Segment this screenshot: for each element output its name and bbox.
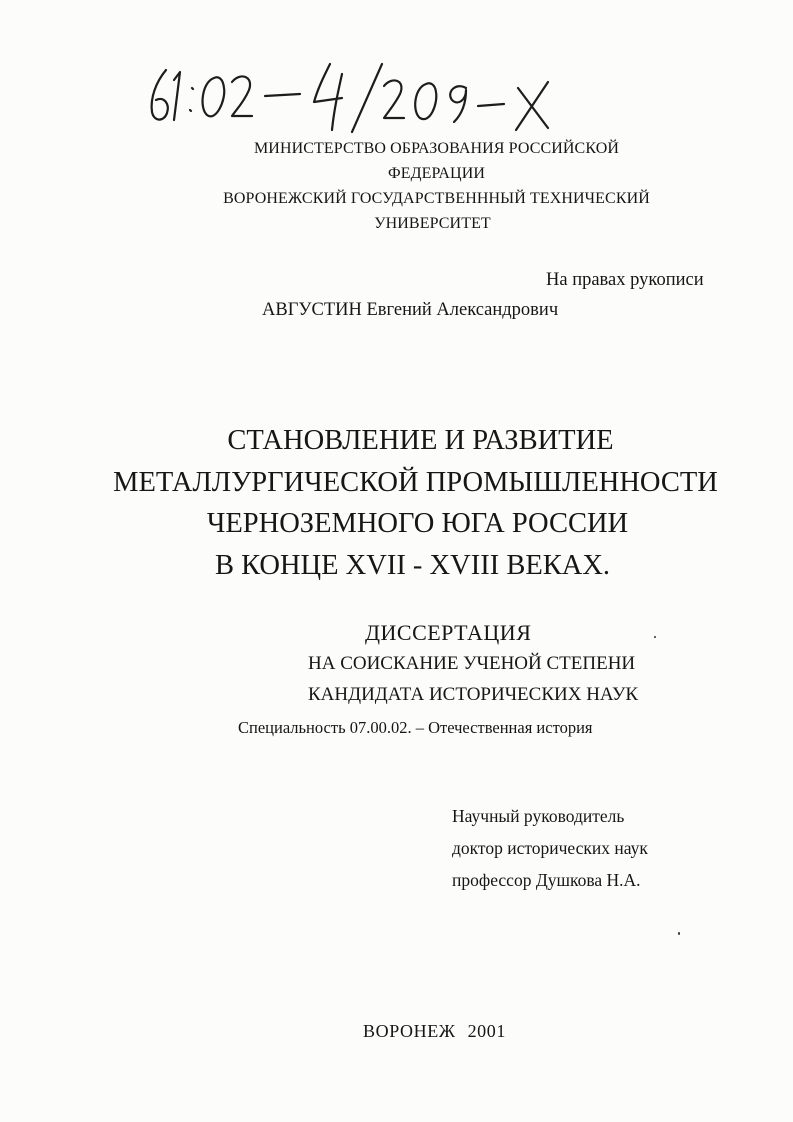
- scan-speck: [678, 932, 680, 935]
- supervisor-degree: доктор исторических наук: [452, 838, 648, 858]
- year: 2001: [467, 1021, 506, 1041]
- university-line: ВОРОНЕЖСКИЙ ГОСУДАРСТВЕНННЫЙ ТЕХНИЧЕСКИЙ: [223, 190, 650, 207]
- handwritten-code-drawing: [144, 58, 589, 138]
- university-line-2: УНИВЕРСИТЕТ: [374, 215, 491, 232]
- degree-line-1: НА СОИСКАНИЕ УЧЕНОЙ СТЕПЕНИ: [308, 653, 636, 674]
- supervisor-name: профессор Душкова Н.А.: [452, 870, 641, 890]
- ministry-line: МИНИСТЕРСТВО ОБРАЗОВАНИЯ РОССИЙСКОЙ: [253, 140, 620, 157]
- dissertation-title: [0, 420, 793, 586]
- title-line-3: ЧЕРНОЗЕМНОГО ЮГА РОССИИ: [206, 508, 629, 539]
- handwritten-catalog-code: [144, 58, 589, 138]
- city-name: ВОРОНЕЖ: [363, 1021, 456, 1041]
- supervisor-label: Научный руководитель: [452, 806, 625, 826]
- title-line-2: МЕТАЛЛУРГИЧЕСКОЙ ПРОМЫШЛЕННОСТИ: [113, 466, 718, 498]
- institution-block: [0, 136, 793, 236]
- place-and-year: [363, 1021, 506, 1042]
- federation-line: ФЕДЕРАЦИИ: [387, 165, 486, 182]
- specialty-line: Специальность 07.00.02. – Отечественная история: [238, 718, 593, 737]
- manuscript-rights-note: На правах рукописи: [546, 270, 704, 290]
- author-name: АВГУСТИН Евгений Александрович: [262, 300, 559, 320]
- dissertation-heading: ДИССЕРТАЦИЯ: [365, 620, 532, 645]
- title-line-1: СТАНОВЛЕНИЕ И РАЗВИТИЕ: [227, 425, 614, 456]
- title-line-4: В КОНЦЕ XVII - XVIII ВЕКАХ.: [214, 549, 611, 581]
- degree-line-2: КАНДИДАТА ИСТОРИЧЕСКИХ НАУК: [308, 684, 639, 705]
- scan-speck: [654, 636, 656, 638]
